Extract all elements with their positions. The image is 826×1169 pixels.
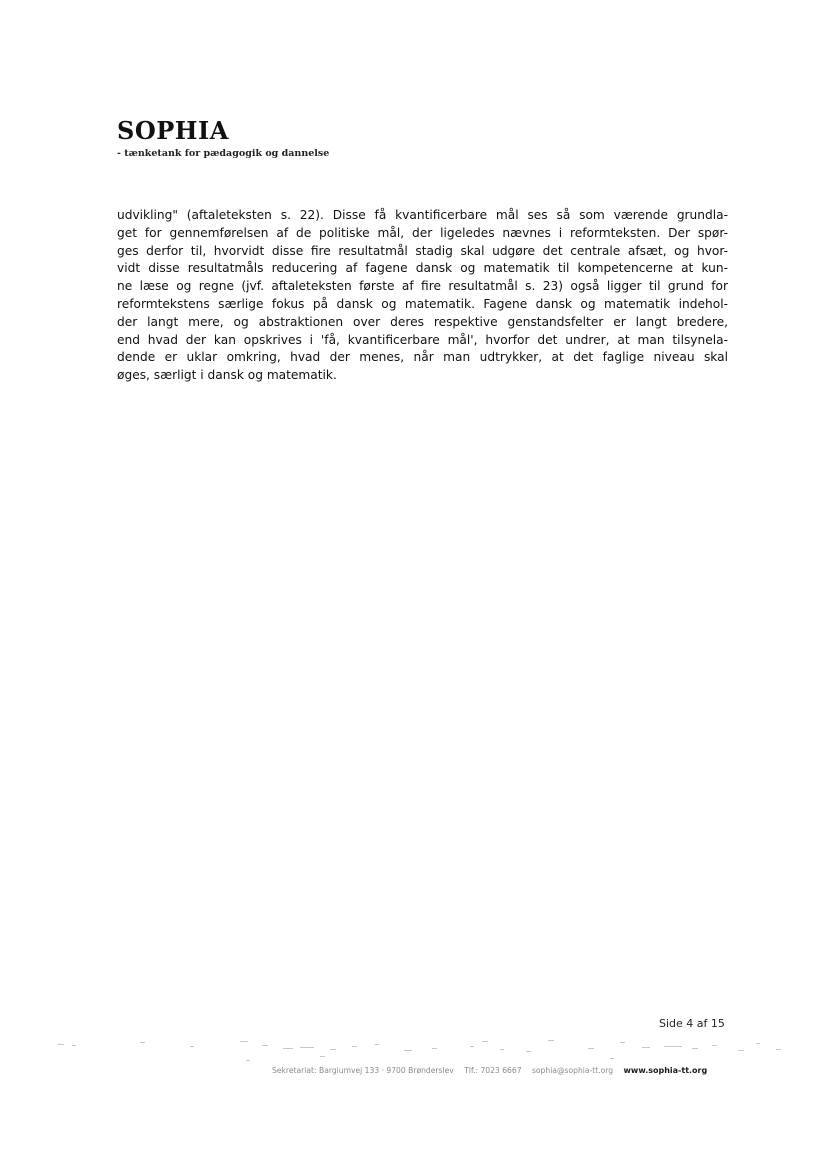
brand-name: SOPHIA	[117, 116, 229, 145]
paragraph-line: reformtekstens særlige fokus på dansk og matematik. Fagene dansk og matematik indehol-	[117, 296, 728, 311]
footer-address: Sekretariat: Bargiumvej 133 · 9700 Brønderslev	[272, 1066, 454, 1075]
paragraph-line: udvikling" (aftaleteksten s. 22). Disse få kvantificerbare mål ses så som værende grundla-	[117, 208, 728, 222]
footer-phone: Tlf.: 7023 6667	[464, 1066, 522, 1075]
footer-website-link[interactable]: www.sophia-tt.org	[623, 1066, 708, 1075]
paragraph-line: end hvad der kan opskrives i 'få, kvantificerbare mål', hvorfor det undrer, at man tilsynela-	[117, 332, 728, 347]
paragraph-line: der langt mere, og abstraktionen over deres respektive genstandsfelter er langt bredere,	[117, 314, 728, 329]
brand-tagline: - tænketank for pædagogik og dannelse	[117, 148, 330, 159]
paragraph-line: get for gennemførelsen af de politiske mål, der ligeledes nævnes i reformteksten. Der spør-	[117, 225, 728, 240]
paragraph-line: ne læse og regne (jvf. aftaleteksten første af fire resultatmål s. 23) også ligger til grund for	[117, 279, 728, 294]
page-number: Side 4 af 15	[659, 1017, 725, 1030]
footer-contact	[272, 1066, 772, 1075]
footer-email[interactable]: sophia@sophia-tt.org	[531, 1066, 614, 1075]
paragraph-line: vidt disse resultatmåls reducering af fagene dansk og matematik til kompetencerne at kun-	[117, 261, 728, 276]
paragraph-line: ges derfor til, hvorvidt disse fire resultatmål stadig skal udgøre det centrale afsæt, og hvor-	[117, 243, 728, 258]
body-paragraph	[117, 207, 728, 385]
paragraph-line: dende er uklar omkring, hvad der menes, når man udtrykker, at det faglige niveau skal	[117, 350, 728, 365]
letterhead	[117, 116, 329, 161]
scan-noise	[0, 1030, 826, 1070]
paragraph-line: øges, særligt i dansk og matematik.	[117, 368, 337, 383]
